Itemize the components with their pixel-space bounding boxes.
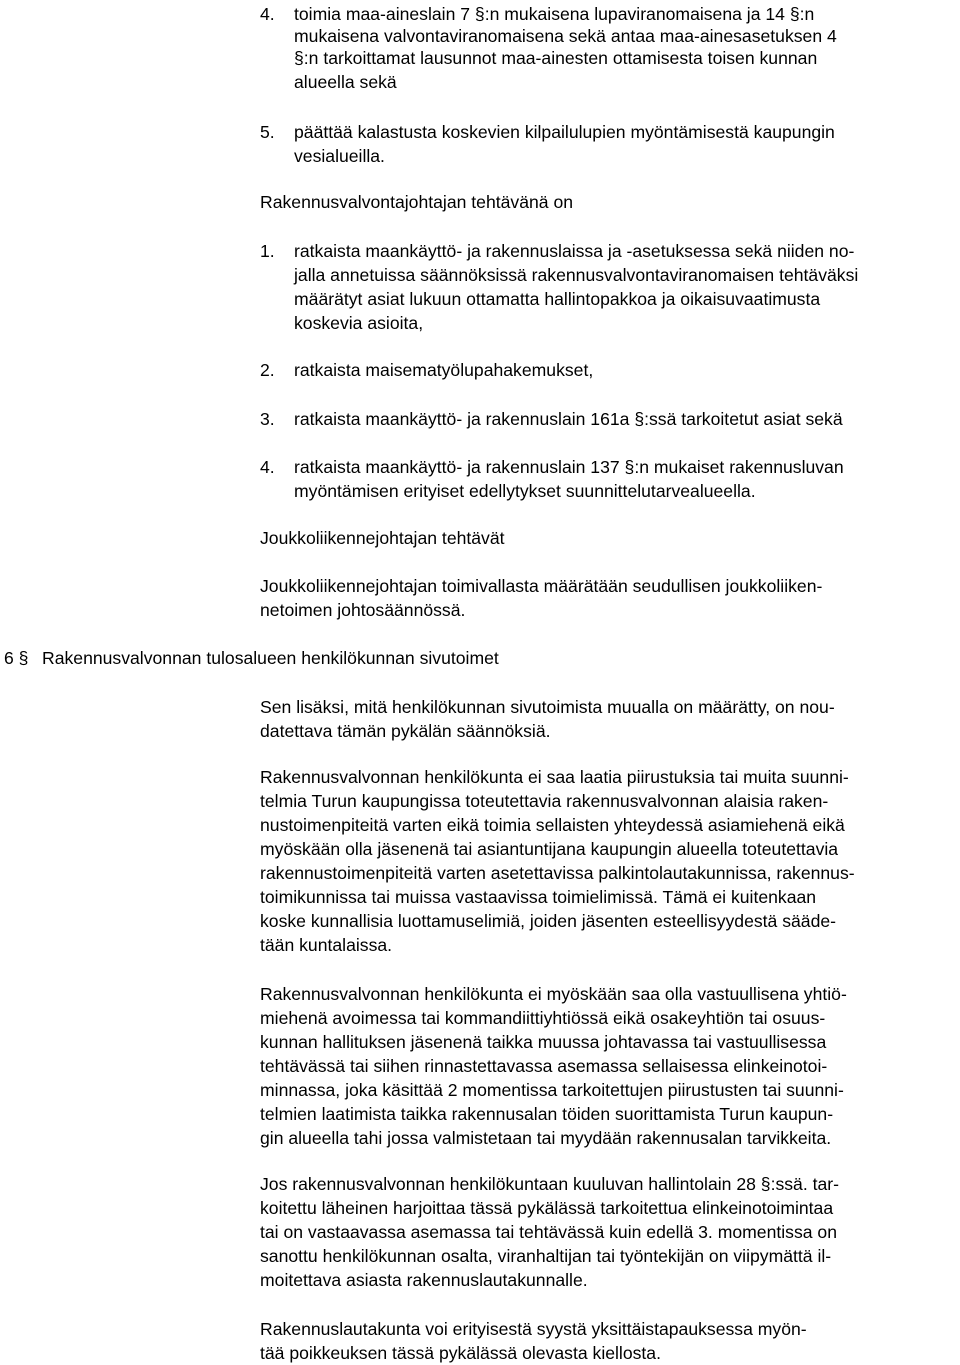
list-line: ratkaista maankäyttö- ja rakennuslain 137 §:n mukaiset rakennusluvan [294,457,844,477]
list-line: alueella sekä [294,72,397,92]
list-line: päättää kalastusta koskevien kilpailulupien myöntämisestä kaupungin [294,122,835,142]
paragraph-line: Rakennusvalvonnan henkilökunta ei saa laatia piirustuksia tai muita suunni- [260,767,849,787]
paragraph-line: tai on vastaavassa asemassa tai tehtävässä kuin edellä 3. momentissa on [260,1222,838,1242]
paragraph-line: tehtävässä tai siihen rinnastettavassa asemassa sellaisessa elinkeinotoi- [260,1056,828,1076]
paragraph-line: minnassa, joka käsittää 2 momentissa tarkoitettujen piirustusten tai suunni- [260,1080,844,1100]
list-number: 4. [260,4,275,24]
list-line: määrätyt asiat lukuun ottamatta hallintopakkoa ja oikaisuvaatimusta [294,289,821,309]
paragraph-line: Rakennuslautakunta voi erityisestä syystä yksittäistapauksessa myön- [260,1319,807,1339]
paragraph-line: tään kuntalaissa. [260,935,393,955]
section-title: Rakennusvalvonnan tulosalueen henkilökunnan sivutoimet [42,648,499,668]
paragraph-line: myöskään olla jäsenenä tai asiantuntijana kaupungin alueella toteutettavia [260,839,839,859]
list-line: ratkaista maankäyttö- ja rakennuslain 161a §:ssä tarkoitetut asiat sekä [294,409,843,429]
paragraph-line: Jos rakennusvalvonnan henkilökuntaan kuuluvan hallintolain 28 §:ssä. tar- [260,1174,840,1194]
list-number: 3. [260,409,275,429]
paragraph-line: koitettu läheinen harjoittaa tässä pykälässä tarkoitettua elinkeinotoimintaa [260,1198,834,1218]
paragraph-line: telmien laatimista taikka rakennusalan töiden suorittamista Turun kaupun- [260,1104,834,1124]
paragraph-line: datettava tämän pykälän säännöksiä. [260,721,551,741]
list-number: 2. [260,360,275,380]
section-heading: Joukkoliikennejohtajan tehtävät [260,528,505,548]
paragraph-line: tää poikkeuksen tässä pykälässä olevasta kiellosta. [260,1343,661,1363]
paragraph-line: rakennustoimenpiteitä varten asetettavissa palkintolautakunnissa, rakennus- [260,863,855,883]
paragraph-line: kunnan hallituksen jäsenenä taikka muussa johtavassa tai vastuullisessa [260,1032,827,1052]
paragraph-line: Joukkoliikennejohtajan toimivallasta määrätään seudullisen joukkoliiken- [260,576,823,596]
paragraph-line: miehenä avoimessa tai kommandiittiyhtiössä eikä osakeyhtiön tai osuus- [260,1008,826,1028]
list-line: koskevia asioita, [294,313,424,333]
paragraph-line: telmia Turun kaupungissa toteutettavia rakennusvalvonnan alaisia raken- [260,791,829,811]
list-line: §:n tarkoittamat lausunnot maa-ainesten ottamisesta toisen kunnan [294,48,818,68]
paragraph-line: koske kunnallisia luottamuselimiä, joiden jäsenten esteellisyydestä sääde- [260,911,837,931]
paragraph-line: netoimen johtosäännössä. [260,600,466,620]
list-line: jalla annetuissa säännöksissä rakennusvalvontaviranomaisen tehtäväksi [294,265,859,285]
list-line: mukaisena valvontaviranomaisena sekä antaa maa-ainesasetuksen 4 [294,26,837,46]
list-line: vesialueilla. [294,146,385,166]
list-line: myöntämisen erityiset edellytykset suunnittelutarvealueella. [294,481,756,501]
section-heading: Rakennusvalvontajohtajan tehtävänä on [260,192,574,212]
list-number: 1. [260,241,275,261]
section-number: 6 § [4,648,29,668]
paragraph-line: toimikunnissa tai muissa vastaavissa toimielimissä. Tämä ei kuitenkaan [260,887,817,907]
paragraph-line: sanottu henkilökunnan osalta, viranhaltijan tai työntekijän on viipymättä il- [260,1246,832,1266]
list-number: 4. [260,457,275,477]
list-line: toimia maa-aineslain 7 §:n mukaisena lupaviranomaisena ja 14 §:n [294,4,815,24]
list-line: ratkaista maisematyölupahakemukset, [294,360,594,380]
paragraph-line: Rakennusvalvonnan henkilökunta ei myöskään saa olla vastuullisena yhtiö- [260,984,847,1004]
paragraph-line: moitettava asiasta rakennuslautakunnalle. [260,1270,588,1290]
list-number: 5. [260,122,275,142]
paragraph-line: gin alueella tahi jossa valmistetaan tai myydään rakennusalan tarvikkeita. [260,1128,832,1148]
paragraph-line: Sen lisäksi, mitä henkilökunnan sivutoimista muualla on määrätty, on nou- [260,697,835,717]
paragraph-line: nustoimenpiteitä varten eikä toimia sellaisten yhteydessä asiamiehenä eikä [260,815,845,835]
list-line: ratkaista maankäyttö- ja rakennuslaissa ja -asetuksessa sekä niiden no- [294,241,855,261]
